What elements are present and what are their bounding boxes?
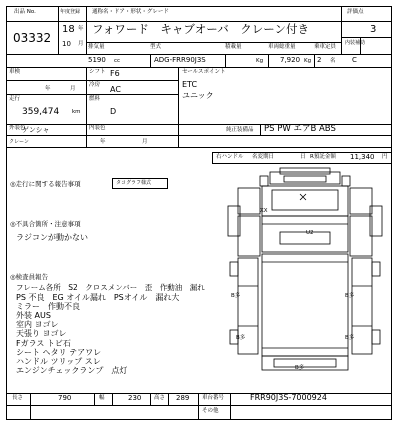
sales-point-2: ユニック bbox=[182, 91, 214, 100]
fuel-label: 燃料 bbox=[89, 96, 101, 102]
report-line: 外装 AUS bbox=[16, 311, 51, 320]
other-label: その他 bbox=[202, 408, 219, 414]
report-line: シート ヘタリ テアワレ bbox=[16, 347, 102, 357]
equip-value: PS PW エアB ABS bbox=[264, 124, 336, 134]
load-label: 積載量 bbox=[225, 44, 242, 50]
crane-label: クレーン bbox=[9, 139, 29, 145]
defects-text: ラジコンが動かない bbox=[16, 233, 88, 242]
report-line: 天張り ヨゴレ bbox=[16, 329, 67, 339]
inspection-month: 月 bbox=[70, 86, 76, 92]
defects-label: ◎不具合箇所・注意事項 bbox=[10, 220, 81, 228]
report-line: 室内 ヨゴレ bbox=[16, 320, 59, 330]
sales-point-1: ETC bbox=[182, 80, 198, 89]
month-value: 10 bbox=[62, 40, 71, 48]
grade-value: 3 bbox=[370, 24, 377, 35]
chassis-value: FRR90J3S-7000924 bbox=[250, 393, 327, 402]
grade-label: 評価点 bbox=[347, 9, 364, 15]
height-label: 高さ bbox=[154, 395, 166, 401]
weight-unit: Kg bbox=[304, 58, 312, 64]
color-label: 外装色 bbox=[9, 125, 26, 131]
type-value: ADG-FRR90J3S bbox=[154, 56, 206, 64]
interior-label: 内装補助 bbox=[345, 40, 366, 46]
type-label: 型式 bbox=[150, 44, 162, 50]
sales-label: セールスポイント bbox=[182, 69, 226, 75]
title-change-label: 名変期日 bbox=[252, 154, 275, 160]
recycle-unit: 円 bbox=[382, 154, 388, 160]
width-label: 幅 bbox=[99, 395, 105, 401]
report-line: ミラー 作動不良 bbox=[16, 301, 80, 311]
recycle-value: 11,340 bbox=[350, 153, 375, 161]
model-name: フォワード キャブオーバ クレーン付き bbox=[92, 22, 310, 36]
year-unit: 年 bbox=[78, 26, 84, 32]
crane-month: 月 bbox=[142, 139, 148, 145]
interior-color-label: 内装色 bbox=[89, 125, 106, 131]
lot-label: 出品 No. bbox=[14, 9, 36, 15]
year-label: 年度登録 bbox=[60, 9, 81, 15]
recycle-label: R預託金額 bbox=[310, 154, 336, 160]
shift-value: F6 bbox=[110, 69, 120, 78]
seats-label: 乗車定員 bbox=[314, 44, 337, 50]
mileage-value: 359,474 bbox=[22, 107, 60, 117]
exhaust-label: 排気量 bbox=[88, 44, 105, 50]
month-unit: 月 bbox=[78, 41, 84, 47]
inspection-year: 年 bbox=[45, 86, 51, 92]
tacho-label: タコグラフ様式 bbox=[116, 180, 152, 186]
color-value-display: ゲンシャ bbox=[22, 126, 50, 134]
damage-mark: B多 bbox=[295, 365, 305, 371]
equip-label: 純正装備品 bbox=[226, 127, 254, 133]
shift-label: シフト bbox=[89, 69, 106, 75]
report-line: ハンドル ツリップ スレ bbox=[16, 356, 101, 366]
damage-mark: B多 bbox=[236, 335, 246, 341]
driving-report-label: ◎走行に関する報告事項 bbox=[10, 180, 81, 188]
mileage-unit: km bbox=[72, 109, 81, 115]
damage-mark: B多 bbox=[345, 293, 355, 299]
report-line: エンジンチェックランプ 点灯 bbox=[16, 366, 128, 376]
damage-mark: U2 bbox=[306, 230, 314, 236]
report-line: PS 不良 EG オイル漏れ PSオイル 漏れ大 bbox=[16, 292, 180, 302]
lot-number: 03332 bbox=[13, 31, 52, 45]
seats-unit: 名 bbox=[330, 58, 336, 64]
report-line: Fガラス トビ石 bbox=[16, 338, 71, 348]
seats-value: 2 bbox=[317, 56, 322, 64]
model-label: 通称名・ドア・形状・グレード bbox=[92, 9, 169, 15]
inspector-report bbox=[16, 284, 212, 375]
report-line: フレーム各所 S2 クロスメンバー 歪 作動油 漏れ bbox=[16, 283, 205, 292]
load-unit: Kg bbox=[256, 58, 264, 64]
fuel-value: D bbox=[110, 107, 117, 116]
steering-value: 右ハンドル bbox=[216, 154, 244, 160]
title-change-unit: 日 bbox=[300, 154, 306, 160]
weight-value: 7,920 bbox=[280, 56, 301, 64]
height-value: 289 bbox=[176, 394, 190, 402]
crane-year: 年 bbox=[100, 139, 106, 145]
interior-value: C bbox=[352, 56, 357, 64]
weight-label: 車両総重量 bbox=[268, 44, 296, 50]
damage-mark: B多 bbox=[345, 335, 355, 341]
exhaust-value: 5190 bbox=[88, 56, 106, 64]
damage-mark: B多 bbox=[231, 293, 241, 299]
year-value: 18 bbox=[62, 24, 75, 35]
mileage-label: 走行 bbox=[9, 96, 21, 102]
inspection-label: 車検 bbox=[9, 69, 21, 75]
damage-mark: XX bbox=[260, 208, 268, 214]
inspector-report-label: ◎検査員報告 bbox=[10, 273, 49, 281]
length-label: 長さ bbox=[12, 395, 24, 401]
chassis-label: 車台番号 bbox=[202, 395, 225, 401]
width-value: 230 bbox=[128, 394, 142, 402]
truck-diagram bbox=[222, 166, 388, 376]
exhaust-unit: cc bbox=[114, 58, 121, 64]
length-value: 790 bbox=[58, 394, 72, 402]
ac-value: AC bbox=[110, 85, 121, 94]
ac-label: 冷房 bbox=[89, 82, 101, 88]
